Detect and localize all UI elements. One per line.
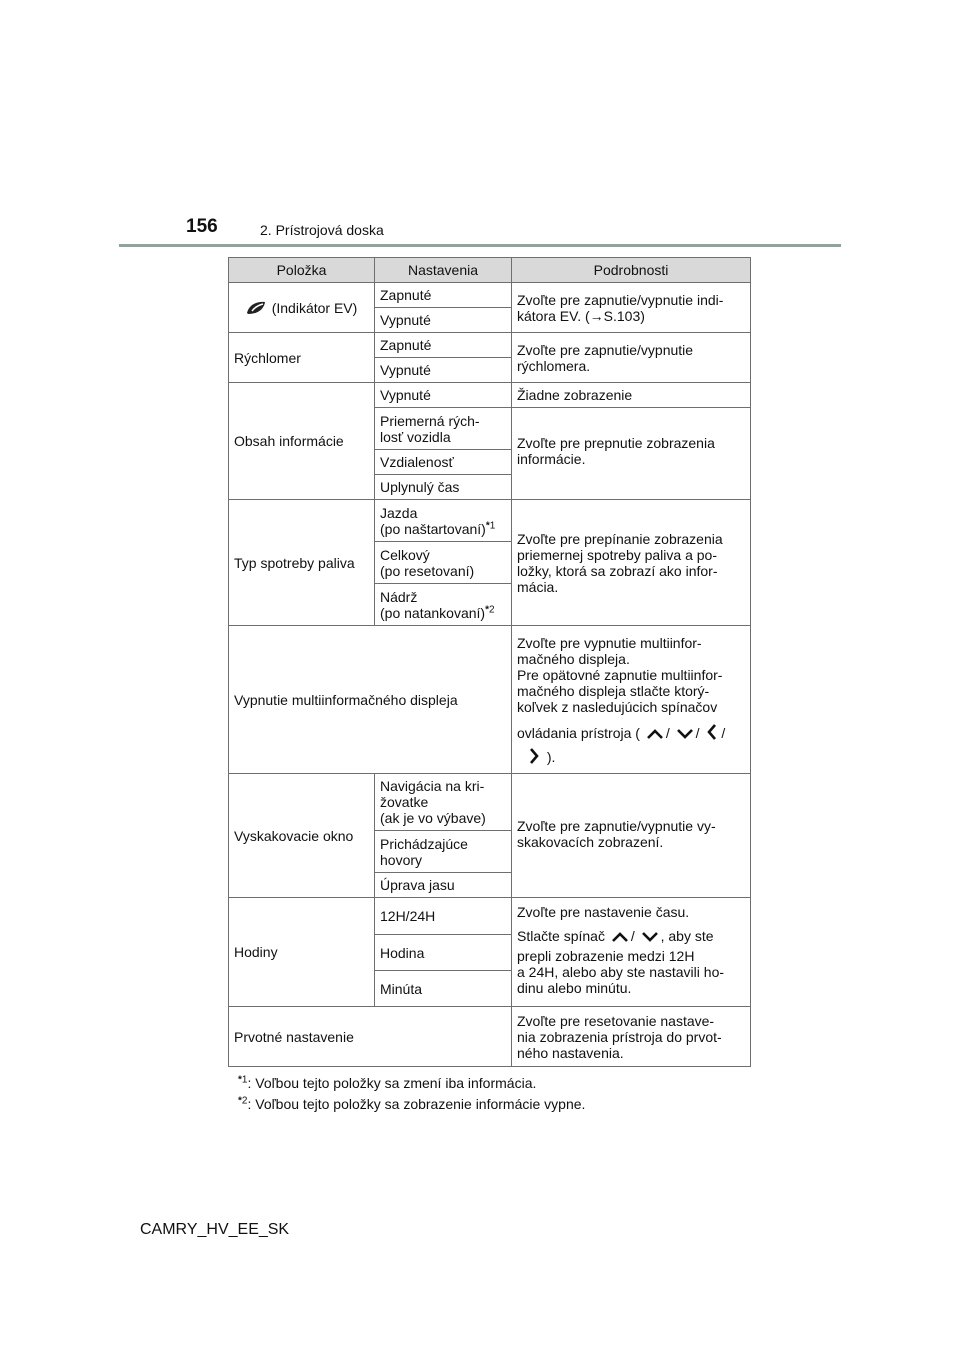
item-info-content: Obsah informácie	[229, 383, 375, 500]
setting-cell: Navigácia na kri- žovatke (ak je vo výbave)	[375, 774, 512, 831]
setting-cell: Vypnuté	[375, 308, 512, 333]
detail-text: Stlačte spínač	[517, 928, 605, 944]
detail-text: ovládania prístroja (	[517, 724, 640, 741]
setting-cell	[375, 584, 512, 626]
detail-text: , aby ste	[660, 928, 714, 944]
detail-text: prepli zobrazenie medzi 12H a 24H, alebo aby ste nastavili ho- dinu alebo minútu.	[517, 948, 725, 996]
setting-cell: Celkový (po resetovaní)	[375, 542, 512, 584]
setting-cell: Vypnuté	[375, 358, 512, 383]
setting-cell: 12H/24H	[375, 898, 512, 935]
table-row	[229, 774, 751, 831]
detail-text: Zvoľte pre nastavenie času.	[517, 904, 690, 920]
col-header-settings: Nastavenia	[375, 258, 512, 283]
detail-cell: Zvoľte pre resetovanie nastave- nia zobrazenia prístroja do prvot- ného nastavenia.	[512, 1007, 751, 1067]
chevron-right-icon	[527, 747, 541, 765]
detail-cell	[512, 898, 751, 1007]
footnote-text: : Voľbou tejto položky sa zmení iba informácia.	[247, 1075, 537, 1091]
setting-text: Jazda (po naštartovaní)	[380, 504, 486, 537]
detail-cell	[512, 283, 751, 333]
item-multi-display-off: Vypnutie multiinformačného displeja	[229, 626, 512, 774]
page-number: 156	[186, 216, 218, 237]
setting-text: Nádrž (po natankovaní)	[380, 588, 486, 621]
footnote-number: 1	[241, 1074, 248, 1086]
control-line	[517, 928, 745, 944]
detail-text: Zvoľte pre zapnutie/vypnutie indi- kátora EV. (	[517, 291, 724, 324]
item-fuel-consumption: Typ spotreby paliva	[229, 500, 375, 626]
setting-cell: Priemerná rých- losť vozidla	[375, 408, 512, 450]
item-ev-indicator	[229, 283, 375, 333]
detail-cell: Zvoľte pre prepínanie zobrazenia priemernej spotreby paliva a po- ložky, ktorá sa zobrazí ako infor- mácia.	[512, 500, 751, 626]
detail-text: Zvoľte pre vypnutie multiinfor- mačného displeja. Pre opätovné zapnutie multiinfor- mačného displeja stlačte ktorý- koľvek z nasledujúcich spínačov	[517, 634, 723, 715]
header-divider	[119, 244, 841, 247]
detail-cell: Zvoľte pre zapnutie/vypnutie rýchlomera.	[512, 333, 751, 383]
setting-cell: Prichádzajúce hovory	[375, 831, 512, 873]
setting-cell: Úprava jasu	[375, 873, 512, 898]
item-clock: Hodiny	[229, 898, 375, 1007]
setting-cell: Zapnuté	[375, 333, 512, 358]
table-row	[229, 333, 751, 358]
setting-cell: Minúta	[375, 971, 512, 1007]
arrow-glyph: →	[589, 307, 604, 324]
chevron-down-icon	[641, 930, 659, 944]
table-row	[229, 383, 751, 408]
item-speedometer: Rýchlomer	[229, 333, 375, 383]
col-header-details: Podrobnosti	[512, 258, 751, 283]
chevron-down-icon	[676, 727, 694, 741]
setting-cell: Vypnuté	[375, 383, 512, 408]
separator: /	[721, 724, 726, 741]
setting-cell: Vzdialenosť	[375, 450, 512, 475]
separator: /	[665, 724, 670, 741]
detail-cell: Žiadne zobrazenie	[512, 383, 751, 408]
table-row	[229, 283, 751, 308]
table-header-row	[229, 258, 751, 283]
settings-table	[228, 257, 751, 1067]
table-row	[229, 626, 751, 774]
setting-cell: Zapnuté	[375, 283, 512, 308]
item-popup-window: Vyskakovacie okno	[229, 774, 375, 898]
footnote-mark: *	[485, 603, 489, 615]
footnote-mark: *	[238, 1095, 242, 1107]
footnote-2	[238, 1096, 585, 1112]
footnote-mark: *	[238, 1074, 242, 1086]
detail-cell	[512, 626, 751, 774]
table-row	[229, 1007, 751, 1067]
setting-cell	[375, 500, 512, 542]
footnote-number: 2	[488, 603, 495, 615]
col-header-item: Položka	[229, 258, 375, 283]
item-initial-setting: Prvotné nastavenie	[229, 1007, 512, 1067]
footnote-number: 2	[241, 1095, 248, 1107]
chevron-up-icon	[611, 930, 629, 944]
document-code: CAMRY_HV_EE_SK	[140, 1221, 290, 1238]
setting-cell: Hodina	[375, 935, 512, 971]
table-row	[229, 898, 751, 935]
separator: /	[630, 928, 635, 944]
footnote-mark: *	[485, 519, 490, 531]
chevron-left-icon	[705, 723, 719, 741]
detail-cell: Zvoľte pre zapnutie/vypnutie vy- skakovacích zobrazení.	[512, 774, 751, 898]
detail-text: ).	[546, 748, 556, 765]
item-label: (Indikátor EV)	[271, 299, 358, 316]
separator: /	[695, 724, 700, 741]
table-row	[229, 500, 751, 542]
footnote-text: : Voľbou tejto položky sa zobrazenie informácie vypne.	[247, 1096, 586, 1112]
footnote-1	[238, 1075, 536, 1091]
footnote-number: 1	[489, 519, 496, 531]
control-line	[517, 747, 745, 765]
setting-cell: Uplynulý čas	[375, 475, 512, 500]
chevron-up-icon	[646, 727, 664, 741]
control-line	[517, 723, 745, 741]
section-title: 2. Prístrojová doska	[260, 222, 384, 238]
detail-cell: Zvoľte pre prepnutie zobrazenia informácie.	[512, 408, 751, 500]
page-reference: S.103)	[603, 307, 645, 324]
ev-indicator-icon	[246, 301, 266, 315]
